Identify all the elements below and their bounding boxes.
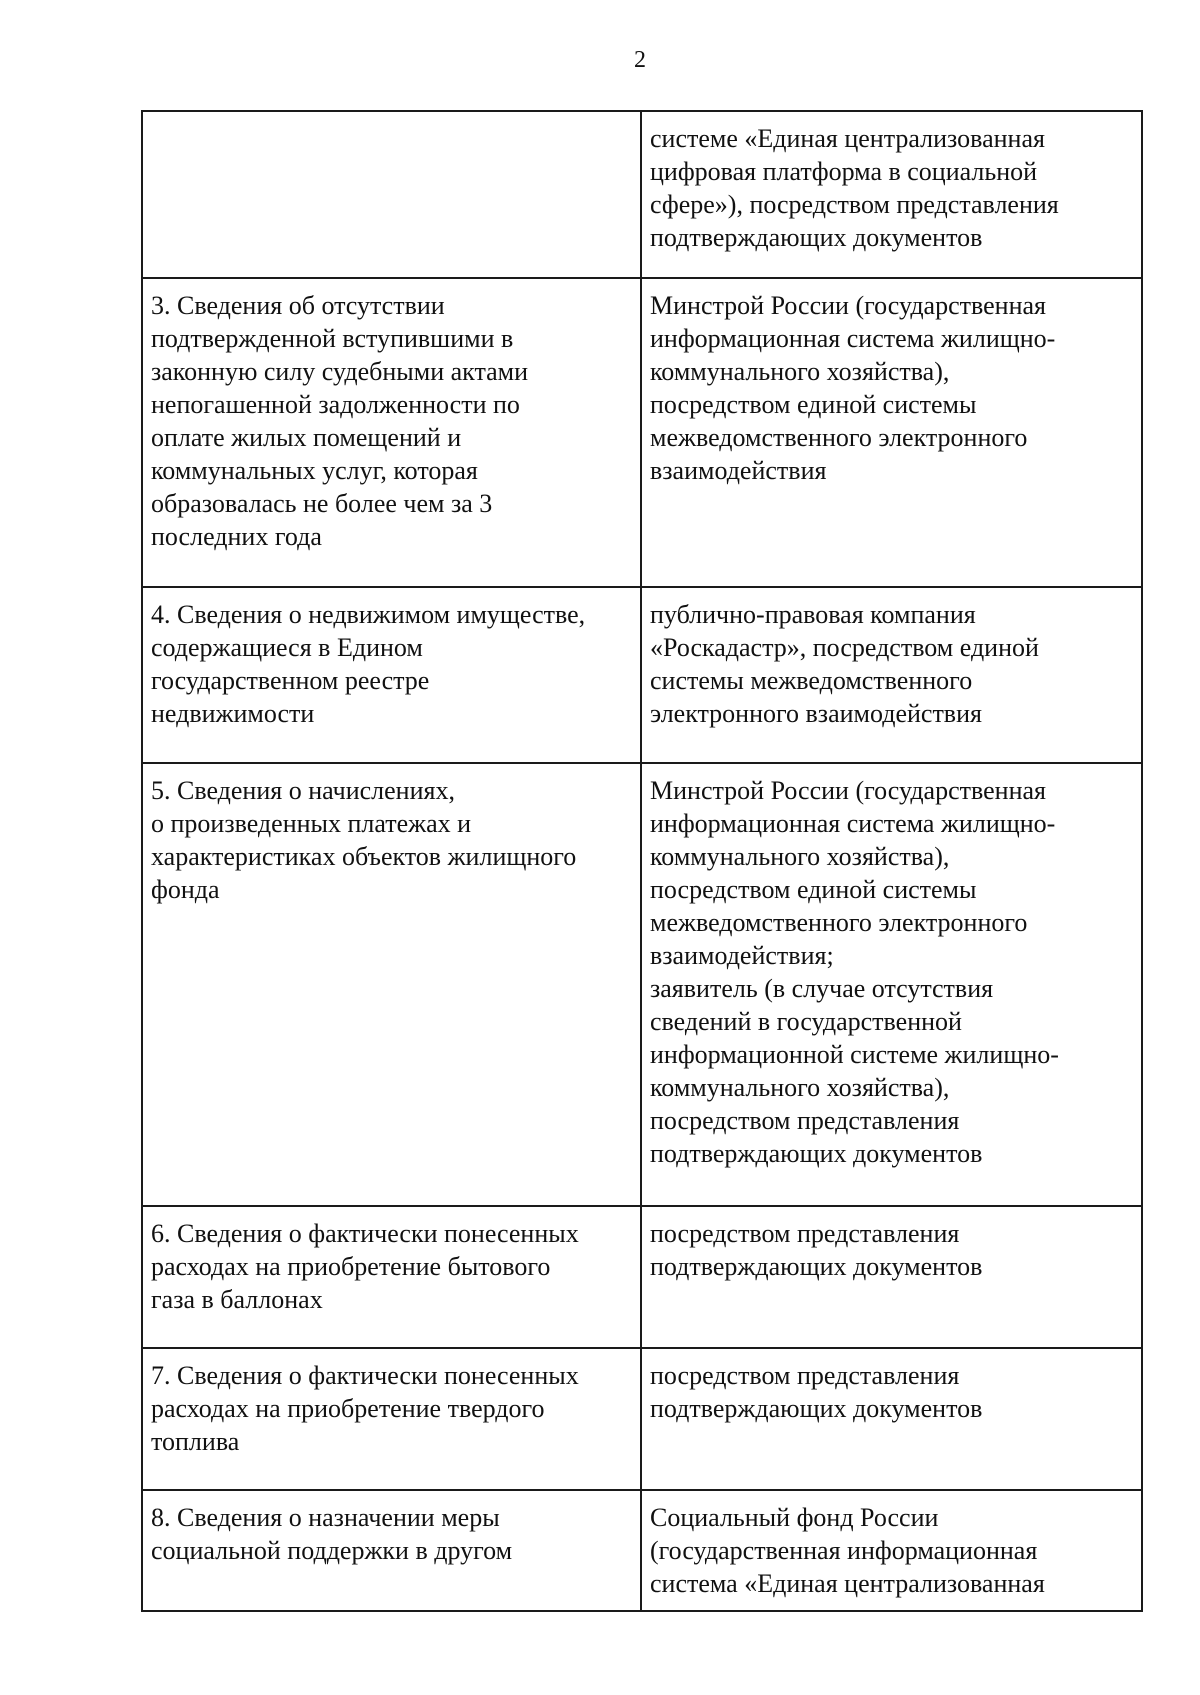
source-cell [641, 763, 1142, 1206]
table-row [142, 111, 1142, 278]
table-row [142, 763, 1142, 1206]
source-cell [641, 1490, 1142, 1611]
source-text: посредством представления подтверждающих документов [650, 1219, 983, 1281]
info-text: 7. Сведения о фактически понесенных расходах на приобретение твердого топлива [151, 1361, 579, 1456]
source-text: посредством представления подтверждающих документов [650, 1361, 983, 1423]
info-text: 6. Сведения о фактически понесенных расходах на приобретение бытового газа в баллонах [151, 1219, 579, 1314]
info-text: 8. Сведения о назначении меры социальной поддержки в другом [151, 1503, 513, 1565]
source-text: публично-правовая компания «Роскадастр», посредством единой системы межведомственного электронного взаимодействия [650, 600, 1039, 728]
table-row [142, 1348, 1142, 1490]
info-cell [142, 1348, 641, 1490]
source-text: Минстрой России (государственная информационная система жилищно- коммунального хозяйства), посредством единой системы межведомственного электронного взаимодействия; заявитель (в случае отсутствия сведений в государственной информационной системе жилищно- коммунального хозяйства), посредством представления подтверждающих документов [650, 776, 1059, 1168]
info-cell [142, 763, 641, 1206]
info-text: 5. Сведения о начислениях, о произведенных платежах и характеристиках объектов жилищного фонда [151, 776, 577, 904]
source-text: Минстрой России (государственная информационная система жилищно- коммунального хозяйства), посредством единой системы межведомственного электронного взаимодействия [650, 291, 1056, 485]
info-cell [142, 278, 641, 587]
info-cell [142, 1490, 641, 1611]
info-cell [142, 111, 641, 278]
document-table [141, 110, 1143, 1612]
table-row [142, 587, 1142, 763]
page-number: 2 [634, 47, 646, 73]
source-cell [641, 1206, 1142, 1348]
source-cell [641, 587, 1142, 763]
info-text: 4. Сведения о недвижимом имуществе, содержащиеся в Едином государственном реестре недвижимости [151, 600, 586, 728]
table-row [142, 1490, 1142, 1611]
source-cell [641, 1348, 1142, 1490]
info-cell [142, 1206, 641, 1348]
source-cell [641, 278, 1142, 587]
info-cell [142, 587, 641, 763]
source-text: Социальный фонд России (государственная информационная система «Единая централизованная [650, 1503, 1045, 1598]
info-text: 3. Сведения об отсутствии подтвержденной вступившими в законную силу судебными актами непогашенной задолженности по оплате жилых помещений и коммунальных услуг, которая образовалась не более чем за 3 последних года [151, 291, 529, 551]
source-cell [641, 111, 1142, 278]
table-row [142, 278, 1142, 587]
table-row [142, 1206, 1142, 1348]
source-text: системе «Единая централизованная цифровая платформа в социальной сфере»), посредством представления подтверждающих документов [650, 124, 1059, 252]
